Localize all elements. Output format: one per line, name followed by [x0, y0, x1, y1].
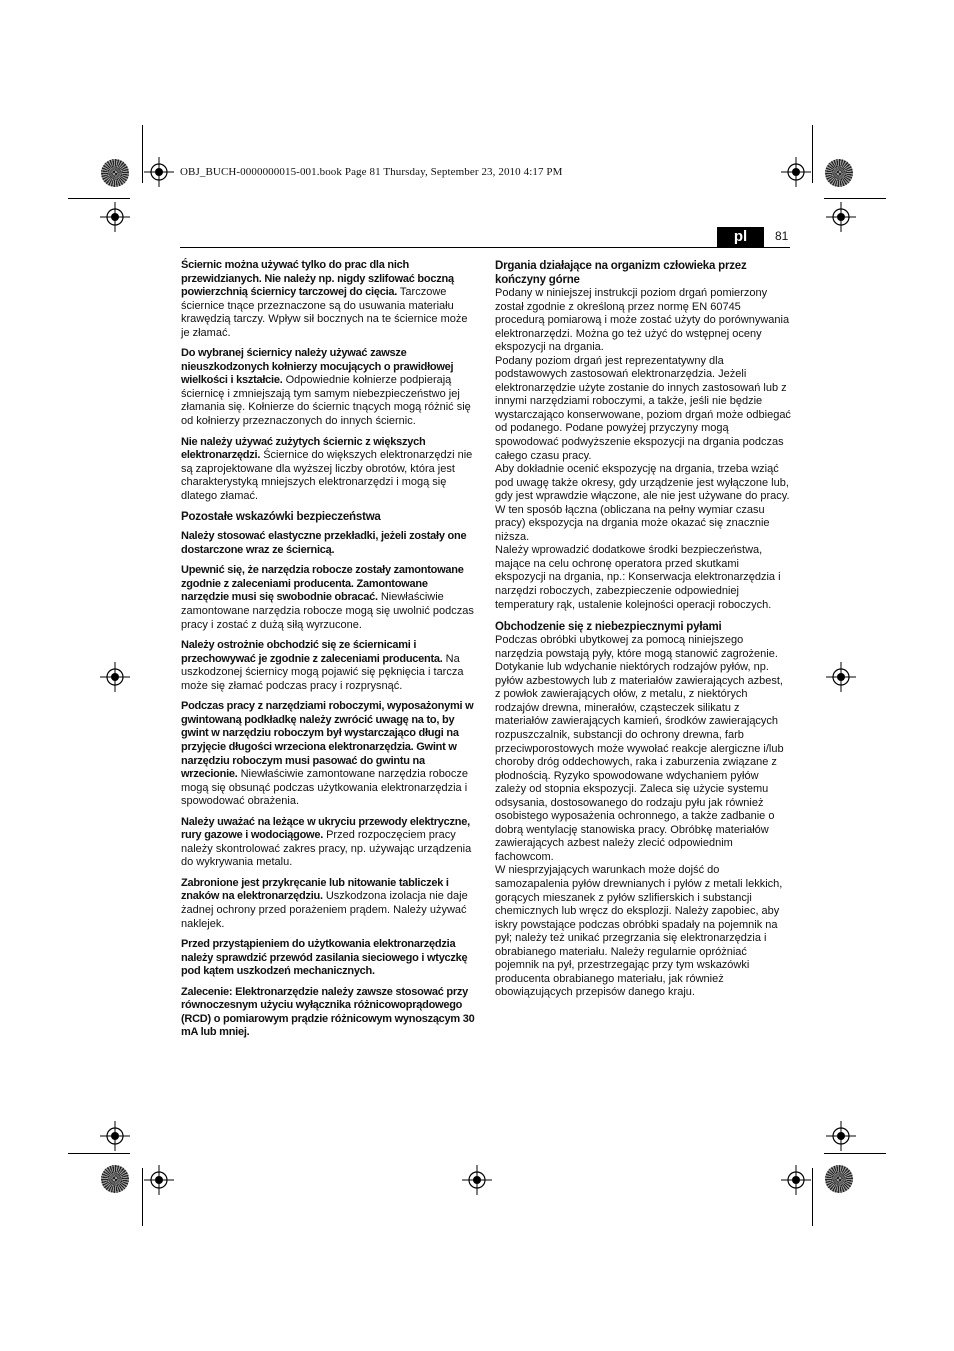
color-rosette-icon: [825, 1165, 853, 1193]
registration-mark-icon: [826, 1121, 856, 1151]
registration-mark-icon: [100, 202, 130, 232]
paragraph: [181, 347, 475, 428]
paragraph: [181, 259, 475, 340]
page-number: 81: [775, 229, 789, 243]
paragraph: Dotykanie lub wdychanie niektórych rodzajów pyłów, np. pyłów azbestowych lub z materiałów zawierających azbest, z powłok zawierających ołów, z metalu, z niektórych rodzajów drewna, minerałów, cząsteczek silikatu z materiałów zawierających kamień, środków zawierających rozpuszczalnik, substancji do ochrony drewna, farb przeciwporostowych może wywołać reakcje alergiczne i/lub choroby dróg oddechowych, raka i zaburzenia związane z płodnością. Ryzyko spowodowane wdychaniem pyłów zależy od stopnia ekspozycji. Zaleca się użycie systemu odsysania, dostosowanego do rodzaju pyłu jak również osobistego wyposażenia ochronnego, a także zadbanie o dobrą wentylację stanowiska pracy. Obróbkę materiałów zawierających azbest należy zlecić odpowiednim fachowcom.: [495, 661, 784, 863]
paragraph: [181, 436, 475, 504]
paragraph: [181, 700, 475, 808]
body-text: Tarczowe ściernice tnące przeznaczone są do usuwania materiału krawędzią tarczy. Wpływ sił bocznych na te ściernice może je złamać.: [181, 286, 468, 339]
warning-text: Należy uważać na leżące w ukryciu przewody elektryczne, rury gazowe i wodociągowe.: [181, 815, 470, 842]
section-heading: Pozostałe wskazówki bezpieczeństwa: [181, 511, 381, 524]
registration-mark-icon: [781, 1165, 811, 1195]
registration-mark-icon: [781, 157, 811, 187]
registration-mark-icon: [100, 662, 130, 692]
color-rosette-icon: [825, 159, 853, 187]
warning-text: Zalecenie: Elektronarzędzie należy zawsze stosować przy równoczesnym użyciu wyłącznika różnicowoprądowego (RCD) o pomiarowym prądzie różnicowym wynoszącym 30 mA lub mniej.: [181, 985, 475, 1039]
body-text: Na uszkodzonej ściernicy mogą pojawić się pęknięcia i tarcza może się złamać podczas pracy i rozprysnąć.: [181, 652, 464, 692]
registration-mark-icon: [826, 662, 856, 692]
warning-text: Ściernic można używać tylko do prac dla nich przewidzianych. Nie należy np. nigdy szlifować boczną powierzchnią ściernicy tarczowej do cięcia.: [181, 259, 454, 299]
body-text: Uszkodzona izolacja nie daje żadnej ochrony przed porażeniem prądem. Należy używać naklejek.: [181, 890, 468, 930]
paragraph: [181, 816, 475, 870]
paragraph: Podczas obróbki ubytkowej za pomocą niniejszego narzędzia powstają pyły, które mogą stanowić zagrożenie.: [495, 634, 778, 660]
paragraph: W niesprzyjających warunkach może dojść do samozapalenia pyłów drewnianych i pyłów z metali lekkich, gorących mieszanek z pyłów szlifierskich i substancji chemicznych lub wręcz do eksplozji. Należy zapobiec, aby iskry powstające podczas obróbki spadały na pojemnik na pył; należy też unikać przegrzania się elektronarzędzia i obrabianego materiału. Należy regularnie opróżniać pojemnik na pył, przestrzegając przy tym wskazówki producenta obrabianego materiału, jak również obowiązujących przepisów danego kraju.: [495, 864, 783, 999]
body-text: Niewłaściwie zamontowane narzędzia robocze mogą się uwolnić podczas pracy i zostać z dużą siłą wyrzucone.: [181, 591, 474, 631]
left-column: [181, 259, 475, 1047]
print-job-header: OBJ_BUCH-0000000015-001.book Page 81 Thursday, September 23, 2010 4:17 PM: [180, 166, 563, 178]
color-rosette-icon: [101, 159, 129, 187]
warning-text: Przed przystąpieniem do użytkowania elektronarzędzia należy sprawdzić przewód zasilania sieciowego i wtyczkę pod kątem uszkodzeń mechanicznych.: [181, 938, 468, 978]
warning-text: Upewnić się, że narzędzia robocze zostały zamontowane zgodnie z zaleceniami producenta. Zamontowane narzędzie musi się swobodnie obracać.: [181, 564, 464, 604]
section-heading: Obchodzenie się z niebezpiecznymi pyłami: [495, 621, 722, 634]
warning-text: Nie należy używać zużytych ściernic z większych elektronarzędzi.: [181, 435, 426, 462]
warning-text: Do wybranej ściernicy należy używać zawsze nieuszkodzonych kołnierzy mocujących o prawidłowej wielkości i kształcie.: [181, 347, 454, 387]
body-text: Niewłaściwie zamontowane narzędzia robocze mogą się obsunąć podczas użytkowania elektronarzędzia i spowodować obrażenia.: [181, 768, 469, 808]
body-text: Odpowiednie kołnierze podpierają ściernicę i zmniejszają tym samym niebezpieczeństwo jej złamania się. Kołnierze do ściernic tnących mogą różnić się od kołnierzy przeznaczonych do innych ściernic.: [181, 374, 471, 428]
body-text: Przed rozpoczęciem pracy należy skontrolować zakres pracy, np. używając urządzenia do wykrywania metalu.: [181, 829, 472, 869]
header-rule: [180, 247, 790, 248]
color-rosette-icon: [101, 1165, 129, 1193]
body-text: Ściernice do większych elektronarzędzi nie są zaprojektowane dla wyższej liczby obrotów, która jest charakterystyką mniejszych elektronarzędzi i mogą się dlatego złamać.: [181, 449, 473, 502]
paragraph: Podany w niniejszej instrukcji poziom drgań pomierzony został zgodnie z określoną przez normę EN 60745 procedurą pomiarową i może zostać użyty do porównywania elektronarzędzi. Można go też użyć do wstępnej oceny ekspozycji na drgania.: [495, 287, 790, 354]
paragraph: Aby dokładnie ocenić ekspozycję na drgania, trzeba wziąć pod uwagę także okresy, gdy urządzenie jest wyłączone lub, gdy jest wprawdzie włączone, ale nie jest używane do pracy. W ten sposób łączna (obliczana na pełny wymiar czasu pracy) ekspozycja na drgania może okazać się znacznie niższa.: [495, 463, 790, 543]
warning-text: Zabronione jest przykręcanie lub nitowanie tabliczek i znaków na elektronarzędziu.: [181, 876, 449, 903]
registration-mark-icon: [144, 157, 174, 187]
warning-text: Podczas pracy z narzędziami roboczymi, wyposażonymi w gwintowaną podkładkę należy zwrócić uwagę na to, by gwint w narzędziu roboczym był wystarczająco długi na przyjęcie długości wrzeciona elektronarzędzia. Gwint w narzędziu roboczym musi pasować do gwintu na wrzecionie.: [181, 700, 474, 781]
paragraph: Należy wprowadzić dodatkowe środki bezpieczeństwa, mające na celu ochronę operatora przed skutkami ekspozycji na drgania, np.: Konserwacja elektronarzędzia i narzędzi roboczych, zabezpieczenie odpowiedniej temperatury rąk, ustalenie kolejności operacji roboczych.: [495, 544, 781, 611]
paragraph: [181, 986, 475, 1040]
language-badge: pl: [717, 227, 764, 247]
paragraph: [181, 639, 475, 693]
registration-mark-icon: [826, 202, 856, 232]
paragraph: [181, 877, 475, 931]
paragraph: [181, 530, 475, 557]
paragraph: [181, 564, 475, 632]
section-heading: Drgania działające na organizm człowieka przez kończyny górne: [495, 260, 747, 286]
registration-mark-icon: [144, 1165, 174, 1195]
registration-mark-icon: [100, 1121, 130, 1151]
warning-text: Należy stosować elastyczne przekładki, jeżeli zostały one dostarczone wraz ze ściernicą.: [181, 530, 467, 556]
warning-text: Należy ostrożnie obchodzić się ze ściernicami i przechowywać je zgodnie z zaleceniami producenta.: [181, 639, 443, 665]
paragraph: [181, 938, 475, 979]
paragraph: Podany poziom drgań jest reprezentatywny dla podstawowych zastosowań elektronarzędzia. Jeżeli elektronarzędzie użyte zostanie do innych zastosowań lub z innymi narzędziami roboczymi, a także, jeśli nie będzie wystarczająco konserwowane, poziom drgań może odbiegać od podanego. Podane powyżej przyczyny mogą spowodować podwyższenie ekspozycji na drgania podczas całego czasu pracy.: [495, 354, 791, 462]
registration-mark-icon: [462, 1165, 492, 1195]
right-column: [495, 259, 791, 1000]
